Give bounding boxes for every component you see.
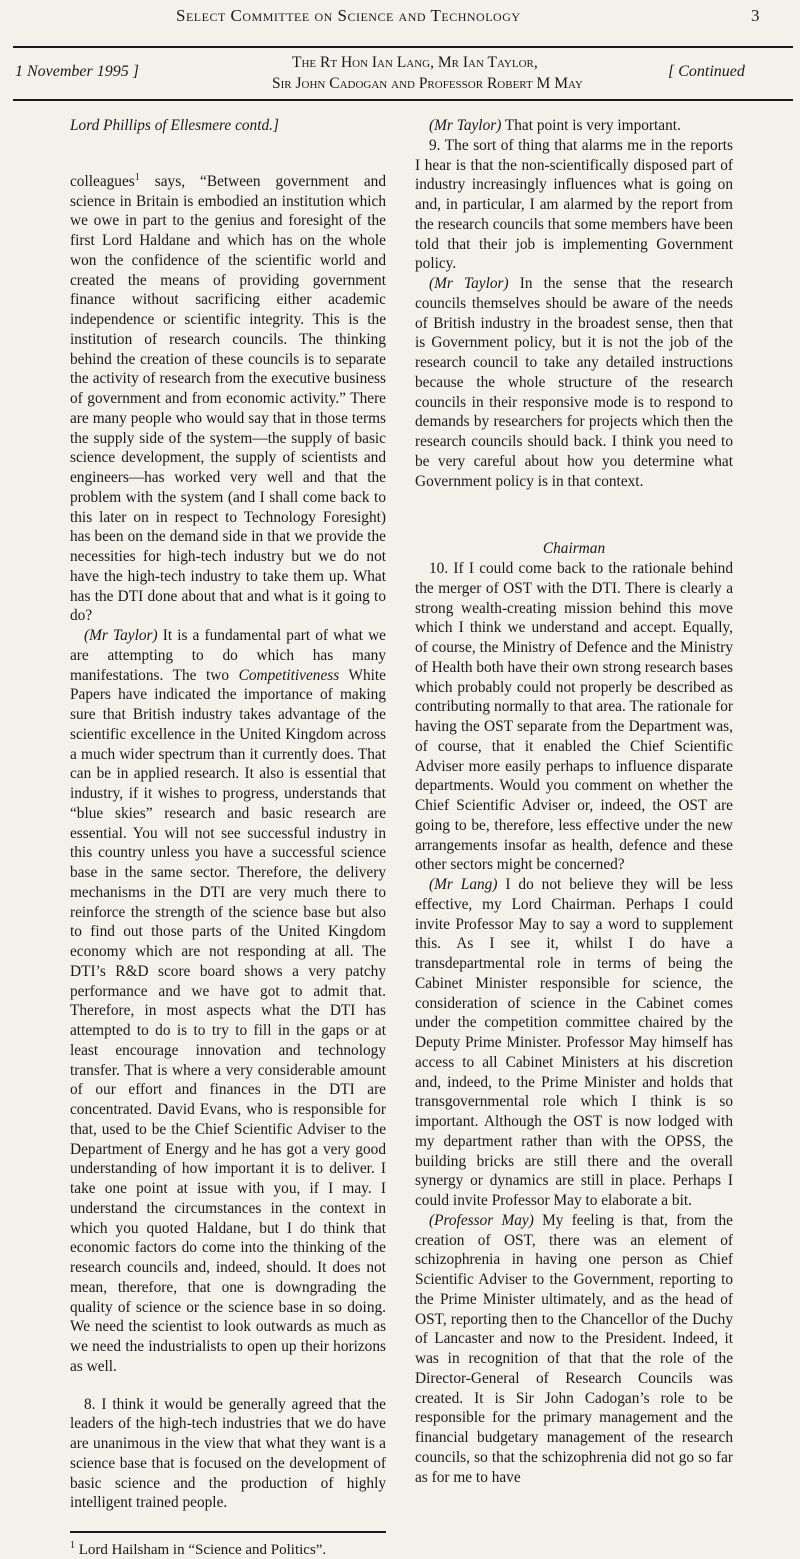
paragraph-professor-may bbox=[415, 1211, 733, 1488]
footnote-text: Lord Hailsham in “Science and Politics”. bbox=[75, 1541, 327, 1558]
speaker-section-heading: Lord Phillips of Ellesmere contd.] bbox=[70, 117, 279, 134]
question-8: 8. I think it would be generally agreed that the leaders of the high-tech industries that we do have are unanimous in the view that what they want is a science base that is focused on the development of basic science and the production of highly intelligent trained people. bbox=[70, 1395, 386, 1512]
footnote-reference: 1 bbox=[134, 171, 140, 183]
paragraph-text: In the sense that the research councils themselves should be aware of the needs of British industry in the broadest sense, then that is Government policy, but it is not the job of the research council to take any detailed instructions because the whole structure of the research councils in their responsive mode is to respond to demands by researchers for projects which then the research councils should back. I think you need to be very careful about how you determine what Government policy is in that context. bbox=[415, 275, 733, 490]
paragraph-lord-phillips bbox=[70, 172, 386, 626]
footnote-rule bbox=[70, 1531, 386, 1533]
right-column bbox=[415, 116, 733, 1487]
paragraph-mr-taylor bbox=[70, 626, 386, 1377]
chairman-heading: Chairman bbox=[542, 540, 606, 558]
paragraph-mr-taylor-answer bbox=[415, 274, 733, 491]
witness-line-2: Sir John Cadogan and Professor Robert M May bbox=[272, 75, 583, 92]
footnote-mark: 1 bbox=[70, 1539, 75, 1551]
header-rule-top bbox=[13, 46, 793, 48]
left-column bbox=[70, 116, 386, 1559]
speaker-label: (Professor May) bbox=[429, 1211, 534, 1229]
paragraph-text: My feeling is that, from the creation of OST, there was an element of schizophrenia in having one person as Chief Scientific Adviser to the Government, reporting to the Prime Minister ultimately, and as the head of OST, reporting then to the Chancellor of the Duchy of Lancaster and now to the President. Indeed, it was in recognition of that that the role of the Director-General of Research Councils was created. It is Sir John Cadogan’s role to be responsible for the primary management and the financial budgetary management of the research councils, so that the schizophrenia did not go so far as for me to have bbox=[415, 1211, 733, 1486]
italic-title: Competitiveness bbox=[238, 666, 340, 684]
speaker-label: (Mr Taylor) bbox=[429, 275, 509, 292]
paragraph-text: It is a fundamental part of what we are attempting to do which has many manifestations. The two bbox=[70, 627, 386, 684]
spacer bbox=[415, 491, 733, 539]
paragraph-mr-taylor-short bbox=[415, 116, 733, 136]
page-number: 3 bbox=[751, 6, 760, 25]
running-title: Select Committee on Science and Technology bbox=[176, 6, 521, 25]
paragraph-text: I do not believe they will be less effective, my Lord Chairman. Perhaps I could invite Professor May to say a word to supplement this. As I see it, whilst I do have a transdepartmental role in terms of being the Cabinet Minister responsible for science, the consideration of science in the Cabinet comes under the competition committee chaired by the Deputy Prime Minister. Professor May himself has access to all Cabinet Ministers at his discretion and, indeed, to the Prime Minister and holds that transgovernmental role which I think is so important. Although the OST is now lodged with my department rather than with the OPSS, the building bricks are still there and the overall synergy or dynamics are still in place. Perhaps I could invite Professor May to elaborate a bit. bbox=[415, 876, 733, 1209]
paragraph-text: That point is very important. bbox=[501, 117, 681, 134]
question-9: 9. The sort of thing that alarms me in the reports I hear is that the non-scientifically disposed part of industry increasingly influences what is going on and, in particular, I am alarmed by the report from the research councils that some members have been told that their job is implementing Government policy. bbox=[415, 136, 733, 273]
paragraph-text: says, “Between government and science in Britain is embodied an institution which we owe in part to the genius and foresight of the first Lord Haldane and which has on the whole won the confidence of the scientific world and created the means of providing government finance without sacrificing either academic independence or scientific integrity. This is the institution of research councils. The thinking behind the creation of these councils is to separate the activity of research from the executive business of government and from economic activity.” There are many people who would say that in those terms the supply side of the system—the supply of basic science development, the supply of scientists and engineers—has worked very well and that the problem with the system (and I shall come back to this later on in respect to Technology Foresight) has been on the demand side in that we provide the necessities for high-tech industry but we do not have the high-tech industry to take them up. What has the DTI done about that and what is it going to do? bbox=[70, 172, 386, 625]
paragraph-mr-lang bbox=[415, 875, 733, 1211]
spacer bbox=[70, 1377, 386, 1395]
continued-label: [ Continued bbox=[668, 63, 745, 80]
speaker-label: (Mr Taylor) bbox=[429, 117, 502, 134]
header-rule-bottom bbox=[13, 99, 793, 101]
paragraph-text: colleagues bbox=[70, 172, 135, 190]
speaker-label: (Mr Lang) bbox=[429, 876, 498, 893]
question-10: 10. If I could come back to the rationale behind the merger of OST with the DTI. There is clearly a strong wealth-creating mission behind this move which I think we understand and accept. Equally, of course, the Ministry of Defence and the Ministry of Health both have their own strong research bases which probably could not properly be described as contributing normally to that area. The rationale for having the OST separate from the Department was, of course, that it enabled the Chief Scientific Adviser more easily perhaps to influence disparate departments. Would you comment on whether the Chief Scientific Adviser or, indeed, the OST are going to be, therefore, less effective under the new arrangements insofar as health, defence and these other sectors might be concerned? bbox=[415, 560, 733, 874]
witness-list bbox=[272, 52, 583, 94]
spacer bbox=[70, 154, 386, 172]
speaker-label: (Mr Taylor) bbox=[84, 627, 158, 644]
paragraph-text: White Papers have indicated the importance of making sure that British industry takes advantage of the scientific excellence in the United Kingdom across a much wider spectrum than it currently does. That can be in applied research. It also is essential that industry, if it wishes to progress, understands that “blue skies” research and basic research are essential. You will not see successful industry in this country unless you have a successful science base in the same sector. Therefore, the delivery mechanisms in the DTI are very much there to reinforce the strength of the science base but also to find out those parts of the United Kingdom economy which are not responding at all. The DTI’s R&D score board shows a very patchy performance and we have got to admit that. Therefore, in most aspects what the DTI has attempted to do is to try to fill in the gaps or at least encourage innovation and technology transfer. That is where a very considerable amount of our effort and finances in the DTI are concentrated. David Evans, who is responsible for that, used to be the Chief Scientific Adviser to the Department of Energy and he has got a very good understanding of how important it is to deliver. I take one point at issue with you, if I may. I understand the circumstances in the context in which you quoted Haldane, but I do think that economic factors do come into the thinking of the research councils and, indeed, should. It does not mean, therefore, that one is downgrading the quality of science or the science base in so doing. We need the scientist to look outwards as much as we need the industrialists to open up their horizons as well. bbox=[70, 666, 386, 1375]
session-date: 1 November 1995 ] bbox=[15, 63, 139, 80]
witness-line-1: The Rt Hon Ian Lang, Mr Ian Taylor, bbox=[292, 54, 538, 71]
footnote bbox=[70, 1541, 386, 1559]
